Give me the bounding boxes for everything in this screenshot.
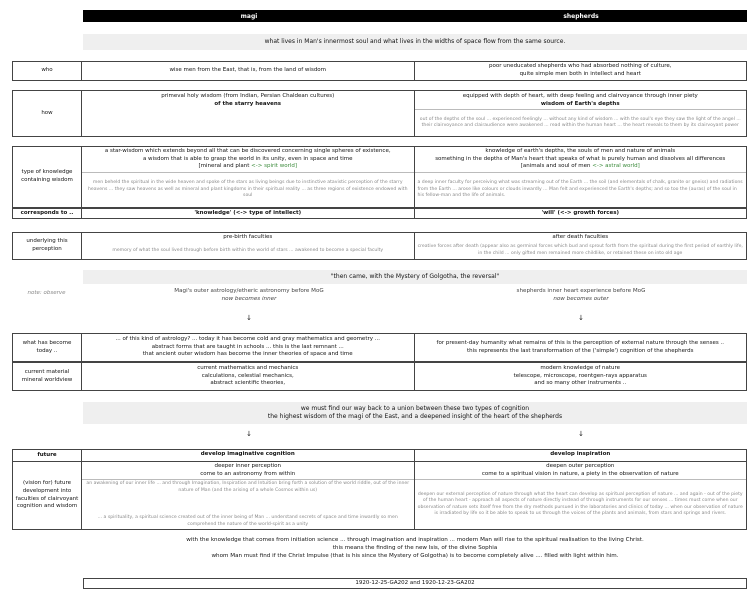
how-shepherds-1: equipped with depth of heart, with deep feeling and clairvoyance through inner piety bbox=[462, 93, 698, 99]
union-band bbox=[83, 402, 747, 424]
reference-box bbox=[83, 578, 747, 589]
arrow-down-icon: ↓ bbox=[578, 430, 584, 438]
corresponds-shepherds: 'will' (<-> growth forces) bbox=[541, 210, 620, 216]
header-shepherds: shepherds bbox=[563, 12, 599, 20]
label-how: how bbox=[13, 91, 82, 136]
knowledge-magi-sub: men beheld the spiritual in the wide heaven and spoke of the stars as living beings due to instinctive atavistic perception of the starry heavens ... they saw heavens as well as mineral and plant kingdoms in their spiritual reality ... as three regions of existence endowed with soul bbox=[82, 172, 414, 207]
reversal-band bbox=[83, 270, 747, 284]
note-magi-2: now becomes inner bbox=[221, 296, 277, 303]
arrow-down-icon: ↓ bbox=[578, 314, 584, 322]
row-future bbox=[12, 449, 747, 462]
who-magi: wise men from the East, that is, from the land of wisdom bbox=[169, 67, 327, 74]
future-magi: develop imaginative cognition bbox=[200, 451, 295, 457]
note-shepherds bbox=[415, 287, 747, 303]
reversal-text: "then came, with the Mystery of Golgotha, the reversal" bbox=[330, 272, 500, 280]
how-shepherds-sub: out of the depths of the soul ... experienced feelingly ... without any kind of wisdom ... with the soul's eye they saw the light of the angel ... their clairvoyance and clairaudience were awakened ... read within the human heart ... the heart reveals to them by its clairvoyant power bbox=[415, 109, 747, 136]
vision-shepherds-2: come to a spiritual vision in nature, a piety in the observation of nature bbox=[481, 470, 679, 477]
note-magi-1: Magi's outer astrology/etheric astronomy before MoG bbox=[174, 288, 324, 294]
closing-line-1: with the knowledge that comes from initiation science ... through imagination and inspiration ... modern Man will rise to the spiritual realisation to the living Christ. bbox=[186, 537, 644, 543]
knowledge-shepherds-sub: a deep inner faculty for perceiving what was streaming out of the Earth ... the soil (and elementals of chalk, granite or gneiss) and radiations from the Earth ... arose like colours or clouds inwardly ... Man felt and experienced the Earth's depths; and so too the (auras) of the soul in his fellow-man and the life of animals. bbox=[415, 172, 747, 207]
knowledge-shepherds-2: something in the depths of Man's heart that speaks of what is purely human and dissolves all differences bbox=[435, 155, 726, 162]
row-who bbox=[12, 61, 747, 81]
union-line-2: the highest wisdom of the magi of the East, and a deepened insight of the heart of the shepherds bbox=[267, 413, 563, 420]
note-shepherds-1: shepherds inner heart experience before MoG bbox=[516, 288, 646, 294]
underlying-shepherds-sub: creative forces after death (appear also as germinal forces which bud and sprout forth from the spiritual during the first period of earthly life, in the child ... only gifted men remained more childlike, or retained these on into old age bbox=[417, 244, 743, 256]
intro-text: what lives in Man's innermost soul and what lives in the widths of space flow from the same source. bbox=[264, 37, 566, 45]
material-magi-3: abstract scientific theories, bbox=[210, 380, 286, 387]
closing-text bbox=[83, 536, 747, 560]
label-underlying: underlying this perception bbox=[13, 233, 82, 259]
knowledge-shepherds-1: knowledge of earth's depths, the souls of men and nature of animals bbox=[485, 148, 676, 154]
material-shepherds-1: modern knowledge of nature bbox=[540, 364, 621, 371]
material-shepherds-3: and so many other instruments .. bbox=[534, 380, 627, 387]
today-magi-1: ... of this kind of astrology? ... today it has become cold and gray mathematics and geometry ... bbox=[115, 335, 380, 342]
underlying-magi-sub: memory of what the soul lived through before birth within the world of stars ... awakened to become a special faculty bbox=[112, 247, 384, 253]
reference-text: 1920-12-25-GA202 and 1920-12-23-GA202 bbox=[355, 580, 475, 586]
vision-shepherds-sub: deepen our external perception of nature through what the heart can develop as spiritual perception of nature ... and again - out of the piety of the human heart - approach all aspects of nature directly instead of through instruments for our senses ... times must come when our observation of nature sets itself free from the dry methods pursued in the laboratories and clinics of today ... when our observation of nature is irradiated by life so it be able to speak to us through the voices of the plants and animals, from stars and springs and rivers. bbox=[415, 479, 747, 529]
label-vision: (vision for) future development into faculties of clairvoyant cognition and wisdom bbox=[13, 462, 82, 529]
closing-line-3: whom Man must find if the Christ Impulse (that is his since the Mystery of Golgotha) is to become completely alive .... filled with light within him. bbox=[211, 553, 619, 560]
label-knowledge: type of knowledge containing wisdom bbox=[13, 147, 82, 207]
knowledge-magi-3-green: <-> spirit world] bbox=[251, 163, 297, 170]
material-shepherds-2: telescope, microscope, roentgen-rays apparatus bbox=[513, 372, 647, 379]
how-magi-1: primeval holy wisdom (from Indian, Persian Chaldean cultures) bbox=[161, 93, 335, 99]
note-label: note: observe bbox=[27, 290, 66, 296]
knowledge-shepherds-3-green: <-> astral world] bbox=[592, 163, 640, 170]
row-corresponds bbox=[12, 208, 747, 219]
material-magi-1: current mathematics and mechanics bbox=[197, 364, 299, 371]
vision-magi-sub-2: ... a spirituality, a spiritual science created out of the inner being of Man ... understand secrets of space and time inwardly so men comprehend the nature of the world-spirit as a unity bbox=[97, 515, 398, 527]
vision-magi-2: come to an astronomy from within bbox=[200, 470, 296, 477]
row-how bbox=[12, 90, 747, 137]
closing-line-2: this means the finding of the new Isis, of the divine Sophia bbox=[332, 545, 498, 552]
header-magi: magi bbox=[240, 12, 258, 20]
row-underlying bbox=[12, 232, 747, 260]
label-who: who bbox=[13, 62, 82, 80]
corresponds-magi: 'knowledge' (<-> type of intellect) bbox=[194, 210, 302, 216]
today-shepherds-1: for present-day humanity what remains of this is the perception of external nature through the senses .. bbox=[436, 339, 724, 346]
note-magi bbox=[83, 287, 415, 303]
knowledge-magi-1: a star-wisdom which extends beyond all that can be discovered concerning single spheres of existence, bbox=[104, 148, 391, 154]
material-magi-2: calculations, celestial mechanics, bbox=[201, 372, 294, 379]
intro-band bbox=[83, 34, 747, 50]
row-vision bbox=[12, 462, 747, 530]
row-today bbox=[12, 333, 747, 362]
today-shepherds-2: this represents the last transformation of the ('simple') cognition of the shepherds bbox=[466, 347, 694, 354]
column-header bbox=[83, 10, 747, 22]
how-magi-2: of the starry heavens bbox=[214, 100, 282, 107]
future-shepherds: develop inspiration bbox=[550, 451, 611, 457]
who-shepherds-2: quite simple men both in intellect and heart bbox=[519, 71, 641, 77]
knowledge-magi-2: a wisdom that is able to grasp the world in its unity, even in space and time bbox=[142, 155, 353, 162]
arrow-down-icon: ↓ bbox=[246, 314, 252, 322]
underlying-shepherds: after death faculties bbox=[552, 234, 609, 240]
today-magi-3: that ancient outer wisdom has become the inner theories of space and time bbox=[142, 351, 353, 358]
vision-shepherds-1: deepen outer perception bbox=[546, 463, 615, 469]
knowledge-magi-3: [mineral and plant bbox=[198, 163, 250, 170]
arrow-down-icon: ↓ bbox=[246, 430, 252, 438]
today-magi-2: abstract forms that are taught in schools ... this is the last remnant ... bbox=[151, 343, 344, 350]
label-today: what has become today .. bbox=[13, 334, 82, 361]
label-material: current material mineral worldview bbox=[13, 363, 82, 390]
note-shepherds-2: now becomes outer bbox=[553, 296, 609, 303]
knowledge-shepherds-3: [animals and soul of men bbox=[520, 163, 591, 170]
label-corresponds: corresponds to .. bbox=[13, 209, 82, 218]
how-shepherds-2: wisdom of Earth's depths bbox=[540, 100, 620, 107]
who-shepherds-1: poor uneducated shepherds who had absorbed nothing of culture, bbox=[488, 63, 672, 70]
row-knowledge bbox=[12, 146, 747, 208]
underlying-magi: pre-birth faculties bbox=[223, 234, 273, 240]
row-material bbox=[12, 362, 747, 391]
label-future: future bbox=[13, 450, 82, 461]
vision-magi-sub-1: an awakening of our inner life ... and through Imagination, Inspiration and Intuition bring forth a solution of the world riddle, out of the inner nature of Man (and the arising of a whole Cosmos within us) bbox=[86, 481, 410, 493]
vision-magi-1: deeper inner perception bbox=[214, 463, 281, 469]
union-line-1: we must find our way back to a union between these two types of cognition bbox=[300, 404, 530, 412]
